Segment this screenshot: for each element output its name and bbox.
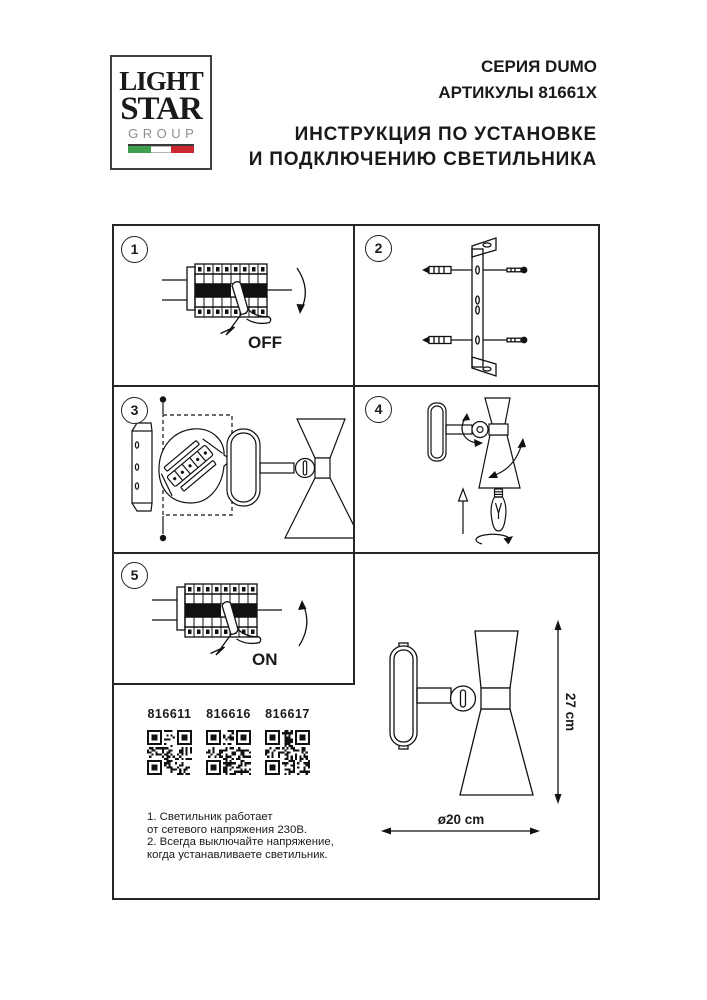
instruction-grid	[112, 224, 600, 900]
dimension-diagram-panel	[355, 554, 598, 898]
screw-icon	[160, 516, 166, 541]
arrow-up-icon	[459, 489, 468, 534]
product-item	[147, 707, 192, 775]
note-line-3: 2. Всегда выключайте напряжение,	[147, 836, 334, 849]
screw-rotate-arrow-icon	[476, 534, 513, 544]
breaker-off-drawing	[114, 226, 353, 385]
qr-code-816611	[147, 730, 192, 775]
flag-green-segment	[128, 146, 151, 153]
arrow-up-icon	[298, 600, 307, 646]
diameter-label: ø20 cm	[437, 812, 485, 827]
qr-code-816616	[206, 730, 251, 775]
product-codes-row	[147, 707, 310, 775]
dowel-icon	[422, 337, 472, 344]
flag-red-segment	[171, 146, 194, 153]
step-2-number: 2	[365, 235, 392, 262]
step-3-number: 3	[121, 397, 148, 424]
flag-white-segment	[151, 146, 172, 153]
screw-icon	[483, 267, 527, 274]
bulb-icon	[491, 489, 506, 531]
safety-notes	[147, 811, 334, 861]
wiring-drawing	[114, 387, 353, 552]
step-4-number: 4	[365, 396, 392, 423]
note-line-4: когда устанавливаете светильник.	[147, 848, 328, 861]
step-5-number: 5	[121, 562, 148, 589]
italian-flag-bar	[128, 144, 194, 153]
page-title	[249, 122, 597, 172]
height-dimension	[555, 620, 579, 804]
note-line-2: от сетевого напряжения 230В.	[147, 823, 308, 836]
off-label: OFF	[248, 333, 282, 352]
dowel-icon	[422, 267, 472, 274]
step-panel-5	[114, 554, 353, 683]
logo-line-light: LIGHT	[119, 66, 203, 96]
step-panel-3	[114, 387, 353, 552]
step-panel-2	[355, 226, 598, 385]
product-item	[206, 707, 251, 775]
articles-title: АРТИКУЛЫ 81661X	[438, 83, 597, 102]
breaker-on-drawing	[114, 554, 353, 683]
arrow-down-icon	[297, 268, 306, 314]
product-code: 816611	[147, 707, 192, 721]
note-line-1: 1. Светильник работает	[147, 811, 273, 823]
logo-line-star: STAR	[120, 91, 202, 127]
title-line-1: ИНСТРУКЦИЯ ПО УСТАНОВКЕ	[294, 124, 597, 145]
height-label: 27 cm	[563, 692, 578, 732]
series-block	[438, 54, 597, 106]
on-label: ON	[252, 650, 278, 669]
products-notes-block	[114, 685, 353, 898]
screw-icon	[160, 396, 166, 414]
product-code: 816616	[206, 707, 251, 721]
product-item	[265, 707, 310, 775]
series-title: СЕРИЯ DUMO	[480, 57, 597, 76]
logo-line-group: GROUP	[128, 126, 199, 141]
title-line-2: И ПОДКЛЮЧЕНИЮ СВЕТИЛЬНИКА	[248, 149, 597, 170]
step-panel-1	[114, 226, 353, 385]
diameter-dimension	[381, 812, 540, 835]
step-panel-4	[355, 387, 598, 552]
terminal-callout	[155, 429, 232, 503]
qr-code-816617	[265, 730, 310, 775]
step-1-number: 1	[121, 236, 148, 263]
lamp-dimension-drawing	[355, 554, 598, 898]
product-code: 816617	[265, 707, 310, 721]
lightstar-logo	[110, 55, 212, 170]
screw-icon	[483, 337, 527, 344]
